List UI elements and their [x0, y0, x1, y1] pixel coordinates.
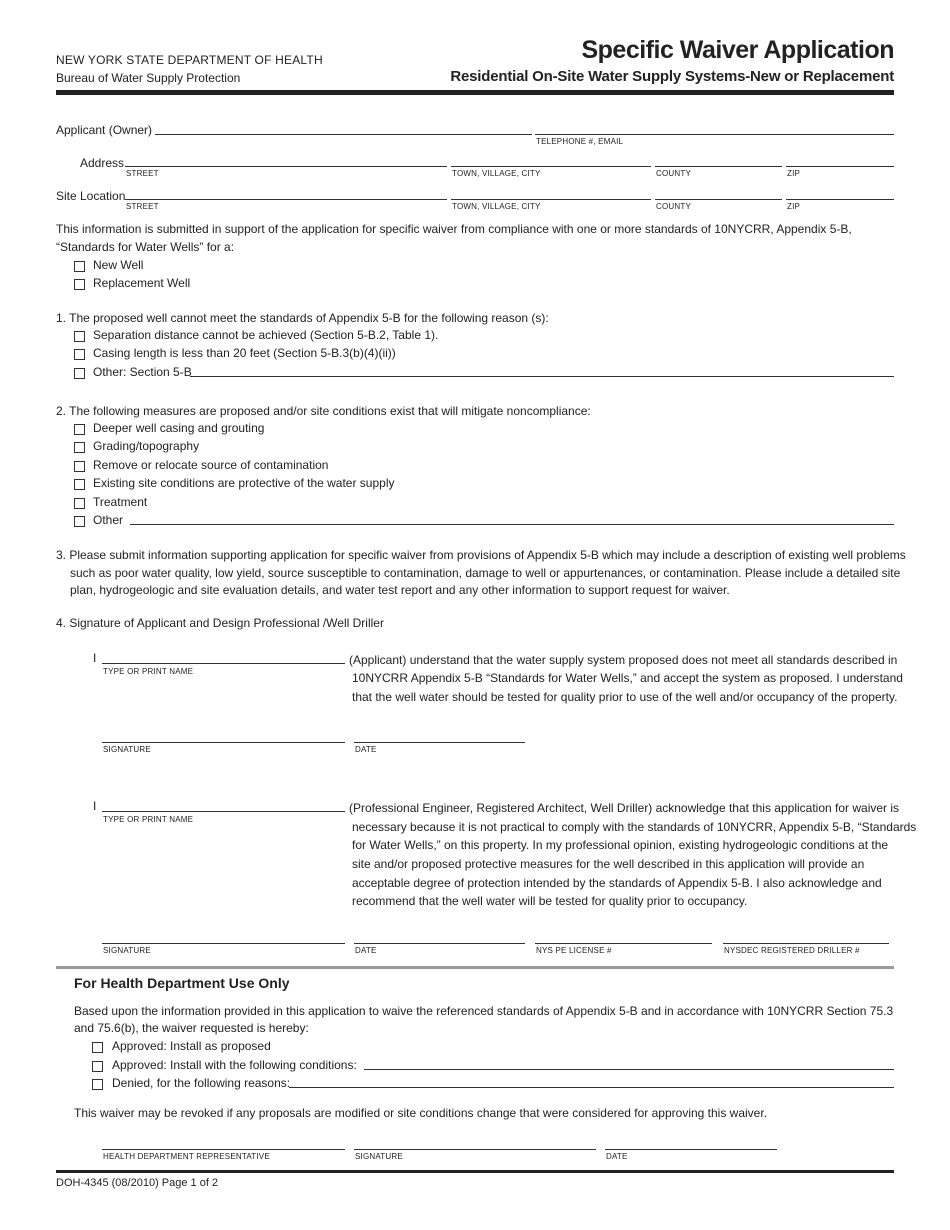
other-measure-label: Other: [93, 513, 124, 527]
address-town-field[interactable]: [451, 166, 651, 167]
other-section-checkbox[interactable]: [74, 368, 85, 379]
agency-name: NEW YORK STATE DEPARTMENT OF HEALTH: [56, 53, 323, 67]
professional-statement-2: necessary because it is not practical to comply with the standards of 10NYCRR, Appendix 5-B, “Standards: [352, 820, 917, 834]
address-county-field[interactable]: [655, 166, 782, 167]
form-id: DOH-4345 (08/2010) Page 1 of 2: [56, 1177, 219, 1189]
representative-field[interactable]: [102, 1149, 345, 1150]
approved-conditions-checkbox[interactable]: [92, 1061, 103, 1072]
applicant-print-name-field[interactable]: [102, 663, 345, 664]
treatment-label: Treatment: [93, 495, 148, 509]
section-divider: [56, 966, 894, 969]
professional-i-letter: I: [93, 799, 97, 813]
health-dept-text-2: and 75.6(b), the waiver requested is hereby:: [74, 1021, 309, 1035]
professional-date-field[interactable]: [354, 943, 525, 944]
applicant-date-caption: DATE: [355, 745, 377, 754]
driller-number-field[interactable]: [723, 943, 889, 944]
separation-label: Separation distance cannot be achieved (Section 5-B.2, Table 1).: [93, 328, 439, 342]
address-zip-field[interactable]: [786, 166, 894, 167]
applicant-statement-2: 10NYCRR Appendix 5-B “Standards for Water Wells,” and accept the system as proposed. I understand: [352, 671, 903, 685]
site-town-field[interactable]: [451, 199, 651, 200]
site-street-caption: STREET: [126, 202, 159, 211]
replacement-well-label: Replacement Well: [93, 276, 191, 290]
q3-line-3: plan, hydrogeologic and site evaluation details, and water test report and any other information to support request for waiver.: [70, 583, 730, 597]
hd-signature-caption: SIGNATURE: [355, 1152, 403, 1161]
site-county-field[interactable]: [655, 199, 782, 200]
health-dept-title: For Health Department Use Only: [74, 975, 290, 991]
address-label: Address: [80, 156, 125, 170]
site-conditions-label: Existing site conditions are protective of the water supply: [93, 476, 395, 490]
professional-statement-5: acceptable degree of protection intended by the standards of Appendix 5-B. I also acknowledge and: [352, 876, 882, 890]
denied-label: Denied, for the following reasons:: [112, 1076, 291, 1090]
applicant-telephone-field[interactable]: [535, 134, 894, 135]
other-measure-field[interactable]: [130, 524, 894, 525]
hd-date-caption: DATE: [606, 1152, 628, 1161]
approved-as-proposed-checkbox[interactable]: [92, 1042, 103, 1053]
professional-date-caption: DATE: [355, 946, 377, 955]
representative-caption: HEALTH DEPARTMENT REPRESENTATIVE: [103, 1152, 270, 1161]
applicant-signature-field[interactable]: [102, 742, 345, 743]
professional-print-name-caption: TYPE OR PRINT NAME: [103, 815, 194, 824]
applicant-statement-3: that the well water should be tested for quality prior to use of the well and/or occupancy of the property.: [352, 690, 898, 704]
approved-conditions-field[interactable]: [364, 1069, 894, 1070]
deeper-casing-checkbox[interactable]: [74, 424, 85, 435]
driller-number-caption: NYSDEC REGISTERED DRILLER #: [724, 946, 860, 955]
pe-license-field[interactable]: [535, 943, 712, 944]
site-location-label: Site Location: [56, 189, 126, 203]
address-street-field[interactable]: [125, 166, 447, 167]
applicant-owner-label: Applicant (Owner): [56, 123, 153, 137]
intro-text: This information is submitted in support of the application for specific waiver from compliance with one or more standards of 10NYCRR, Appendix 5-B, “Standards for Water Wells” for a:: [56, 222, 852, 254]
site-town-caption: TOWN, VILLAGE, CITY: [452, 202, 541, 211]
grading-label: Grading/topography: [93, 439, 200, 453]
site-conditions-checkbox[interactable]: [74, 479, 85, 490]
bureau-name: Bureau of Water Supply Protection: [56, 71, 241, 85]
footer-rule: [56, 1170, 894, 1173]
address-zip-caption: ZIP: [787, 169, 801, 178]
professional-statement-1: (Professional Engineer, Registered Architect, Well Driller) acknowledge that this application for waiver is: [349, 801, 900, 815]
professional-print-name-field[interactable]: [102, 811, 345, 812]
other-section-label: Other: Section 5-B: [93, 365, 192, 379]
telephone-caption: TELEPHONE #, EMAIL: [536, 137, 624, 146]
form-subtitle: Residential On-Site Water Supply Systems-New or Replacement: [450, 68, 894, 85]
q4-text: 4. Signature of Applicant and Design Professional /Well Driller: [56, 616, 384, 630]
address-street-caption: STREET: [126, 169, 159, 178]
professional-signature-caption: SIGNATURE: [103, 946, 151, 955]
health-dept-text-1: Based upon the information provided in this application to waive the referenced standards of Appendix 5-B and in accordance with 10NYCRR Section 75.3: [74, 1004, 894, 1018]
professional-statement-6: recommend that the well water will be tested for quality prior to occupancy.: [352, 894, 748, 908]
other-section-field[interactable]: [190, 376, 894, 377]
pe-license-caption: NYS PE LICENSE #: [536, 946, 612, 955]
q2-text: 2. The following measures are proposed and/or site conditions exist that will mitigate noncompliance:: [56, 404, 591, 418]
casing-length-label: Casing length is less than 20 feet (Section 5-B.3(b)(4)(ii)): [93, 346, 396, 360]
remove-source-label: Remove or relocate source of contamination: [93, 458, 329, 472]
replacement-well-checkbox[interactable]: [74, 279, 85, 290]
denied-checkbox[interactable]: [92, 1079, 103, 1090]
remove-source-checkbox[interactable]: [74, 461, 85, 472]
denied-reasons-field[interactable]: [289, 1087, 894, 1088]
applicant-print-name-caption: TYPE OR PRINT NAME: [103, 667, 194, 676]
applicant-signature-caption: SIGNATURE: [103, 745, 151, 754]
casing-length-checkbox[interactable]: [74, 349, 85, 360]
approved-as-proposed-label: Approved: Install as proposed: [112, 1039, 271, 1053]
q1-text: 1. The proposed well cannot meet the standards of Appendix 5-B for the following reason (s):: [56, 311, 549, 325]
site-zip-field[interactable]: [786, 199, 894, 200]
q3-line-2: such as poor water quality, low yield, source susceptible to contamination, damage to well or appurtenances, or contamination. Please include a detailed site: [70, 566, 901, 580]
applicant-name-field[interactable]: [155, 134, 532, 135]
q3-line-1: 3. Please submit information supporting application for specific waiver from provisions of Appendix 5-B which may include a description of existing well problems: [56, 548, 906, 562]
address-county-caption: COUNTY: [656, 169, 691, 178]
applicant-i-letter: I: [93, 651, 97, 665]
new-well-checkbox[interactable]: [74, 261, 85, 272]
other-measure-checkbox[interactable]: [74, 516, 85, 527]
hd-date-field[interactable]: [605, 1149, 777, 1150]
site-street-field[interactable]: [125, 199, 447, 200]
applicant-statement-1: (Applicant) understand that the water supply system proposed does not meet all standards described in: [349, 653, 898, 667]
site-county-caption: COUNTY: [656, 202, 691, 211]
professional-statement-4: site and/or proposed protective measures for the well described in this application will provide an: [352, 857, 865, 871]
address-town-caption: TOWN, VILLAGE, CITY: [452, 169, 541, 178]
deeper-casing-label: Deeper well casing and grouting: [93, 421, 265, 435]
approved-conditions-label: Approved: Install with the following conditions:: [112, 1058, 357, 1072]
hd-signature-field[interactable]: [354, 1149, 596, 1150]
site-zip-caption: ZIP: [787, 202, 801, 211]
new-well-label: New Well: [93, 258, 144, 272]
separation-checkbox[interactable]: [74, 331, 85, 342]
header-rule: [56, 90, 894, 95]
revoke-note: This waiver may be revoked if any proposals are modified or site conditions change that were considered for approving this waiver.: [74, 1106, 768, 1120]
professional-statement-3: for Water Wells,” on this property. In my professional opinion, existing hydrogeologic conditions at the: [352, 838, 889, 852]
treatment-checkbox[interactable]: [74, 498, 85, 509]
professional-signature-field[interactable]: [102, 943, 345, 944]
form-title: Specific Waiver Application: [581, 36, 894, 64]
grading-checkbox[interactable]: [74, 442, 85, 453]
applicant-date-field[interactable]: [354, 742, 525, 743]
